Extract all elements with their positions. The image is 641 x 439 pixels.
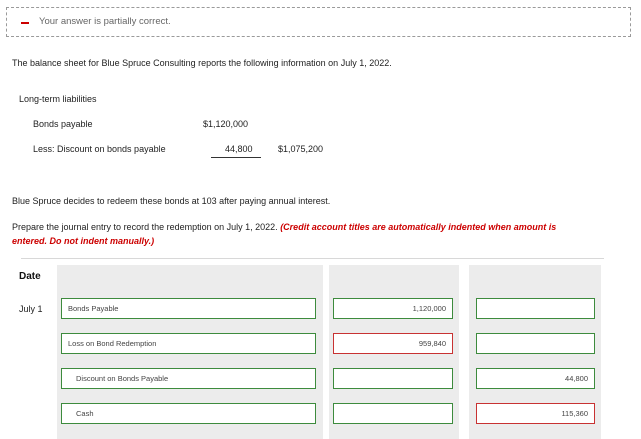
intro-text: The balance sheet for Blue Spruce Consulting reports the following information on July 1, 2022. (12, 58, 392, 68)
feedback-banner (6, 7, 631, 37)
instruction-note-1: (Credit account titles are automatically indented when amount is (280, 222, 557, 232)
row1-credit-input[interactable] (476, 298, 595, 319)
row2-account-input[interactable]: Loss on Bond Redemption (61, 333, 316, 354)
net-value: $1,075,200 (278, 144, 324, 154)
partial-correct-icon (21, 22, 29, 24)
row1-account-input[interactable]: Bonds Payable (61, 298, 316, 319)
instruction-prompt: Prepare the journal entry to record the redemption on July 1, 2022. (12, 222, 278, 232)
instruction-line-1 (12, 222, 556, 232)
redemption-statement: Blue Spruce decides to redeem these bonds at 103 after paying annual interest. (12, 196, 331, 206)
row2-debit-input[interactable]: 959,840 (333, 333, 453, 354)
row3-credit-input[interactable]: 44,800 (476, 368, 595, 389)
row3-account-input[interactable]: Discount on Bonds Payable (61, 368, 316, 389)
row3-debit-input[interactable] (333, 368, 453, 389)
instruction-note-2: entered. Do not indent manually.) (12, 236, 155, 246)
bonds-payable-value: $1,120,000 (203, 119, 249, 129)
discount-value: 44,800 (225, 144, 253, 154)
feedback-message: Your answer is partially correct. (39, 16, 171, 27)
row1-debit-input[interactable]: 1,120,000 (333, 298, 453, 319)
discount-underline (211, 157, 261, 158)
header-date: Date (19, 271, 41, 282)
row4-debit-input[interactable] (333, 403, 453, 424)
row2-credit-input[interactable] (476, 333, 595, 354)
section-label: Long-term liabilities (19, 94, 97, 104)
row1-date: July 1 (19, 304, 43, 314)
discount-label: Less: Discount on bonds payable (33, 144, 166, 154)
divider (21, 258, 604, 259)
row4-credit-input[interactable]: 115,360 (476, 403, 595, 424)
bonds-payable-label: Bonds payable (33, 119, 93, 129)
row4-account-input[interactable]: Cash (61, 403, 316, 424)
